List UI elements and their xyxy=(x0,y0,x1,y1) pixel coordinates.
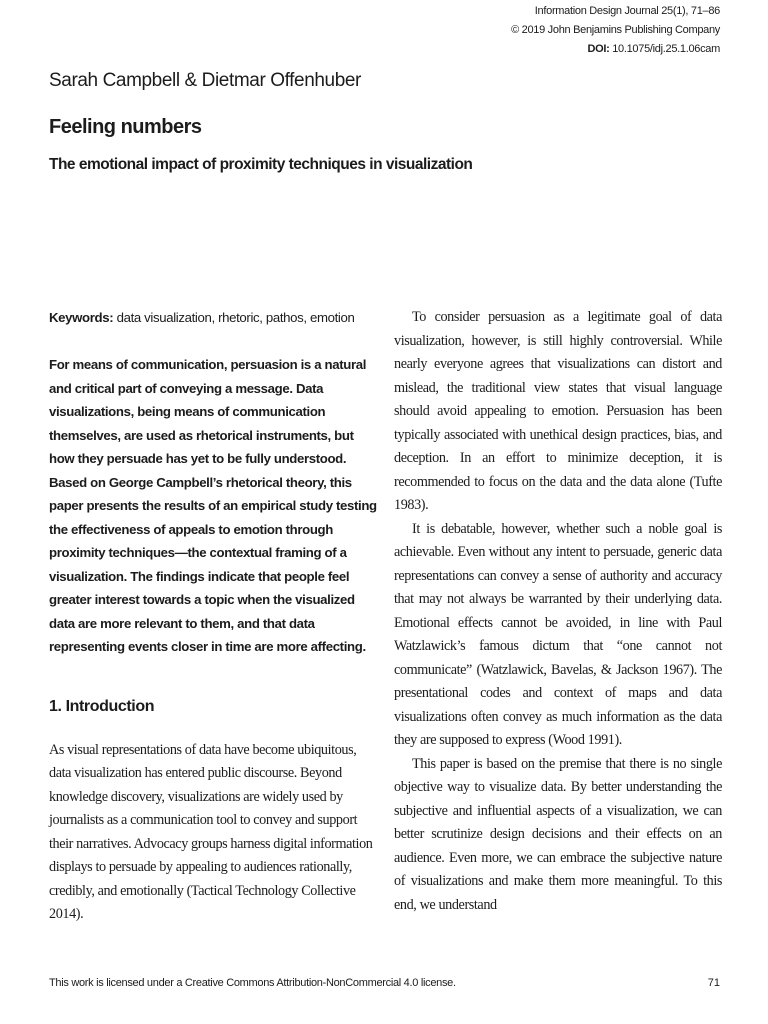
body-paragraph: It is debatable, however, whether such a noble goal is achievable. Even without any intent to persuade, generic data representations can convey a sense of authority and accuracy that may not always be warranted by their underlying data. Emotional effects cannot be avoided, in line with Paul Watzlawick’s famous dictum that “one cannot not communicate” (Watzlawick, Bavelas, & Jackson 1967). The presentational codes and context of maps and data visualizations often convey as much information as the data they are supposed to express (Wood 1991). xyxy=(394,520,722,748)
page-number: 71 xyxy=(707,977,720,989)
abstract: For means of communication, persuasion is a natural and critical part of conveying a message. Data visualizations, being means of communication themselves, are used as rhetorical instruments, but how they persuade has yet to be fully understood. Based on George Campbell’s rhetorical theory, this paper presents the results of an empirical study testing the effectiveness of appeals to emotion through proximity techniques—the contextual framing of a visualization. The findings indicate that people feel greater interest towards a topic when the visualized data are more relevant to them, and that data representing events closer in time are more affecting. xyxy=(49,357,377,654)
article-title: Feeling numbers xyxy=(49,116,202,138)
keywords-list: data visualization, rhetoric, pathos, emotion xyxy=(113,310,355,325)
left-column xyxy=(49,306,381,927)
keywords xyxy=(49,306,381,330)
license-notice: This work is licensed under a Creative Commons Attribution-NonCommercial 4.0 license. xyxy=(49,977,456,989)
doi-label: DOI: xyxy=(587,43,610,55)
doi-value[interactable]: 10.1075/idj.25.1.06cam xyxy=(609,43,720,55)
body-paragraph: This paper is based on the premise that there is no single objective way to visualize data. By better understanding the subjective and influential aspects of a visualization, we can better scrutinize design decisions and their effects on an audience. Even more, we can embrace the subjective nature of visualizations and make them more meaningful. To this end, we understand xyxy=(394,755,722,913)
keywords-label: Keywords: xyxy=(49,310,114,325)
right-column xyxy=(394,306,722,917)
journal-citation: Information Design Journal 25(1), 71–86 xyxy=(534,5,720,17)
copyright-notice: © 2019 John Benjamins Publishing Company xyxy=(511,24,720,36)
article-authors: Sarah Campbell & Dietmar Offenhuber xyxy=(49,70,361,91)
body-paragraph: To consider persuasion as a legitimate goal of data visualization, however, is still highly controversial. While nearly everyone agrees that visualizations can distort and mislead, the traditional view states that visual language should avoid appealing to emotion. Persuasion has been typically associated with unethical design practices, bias, and deception. In an effort to minimize deception, it is recommended to focus on the data and the data alone (Tufte 1983). xyxy=(394,309,722,513)
introduction-paragraph: As visual representations of data have become ubiquitous, data visualization has entered public discourse. Beyond knowledge discovery, visualizations are widely used by journalists as a communication tool to convey and support their narratives. Advocacy groups harness digital information displays to persuade by appealing to audiences rationally, credibly, and emotionally (Tactical Technology Collective 2014). xyxy=(49,741,373,922)
section-heading-introduction: 1. Introduction xyxy=(49,697,155,715)
journal-header xyxy=(511,2,720,59)
doi-line xyxy=(511,40,720,59)
article-subtitle: The emotional impact of proximity techniques in visualization xyxy=(49,156,473,173)
